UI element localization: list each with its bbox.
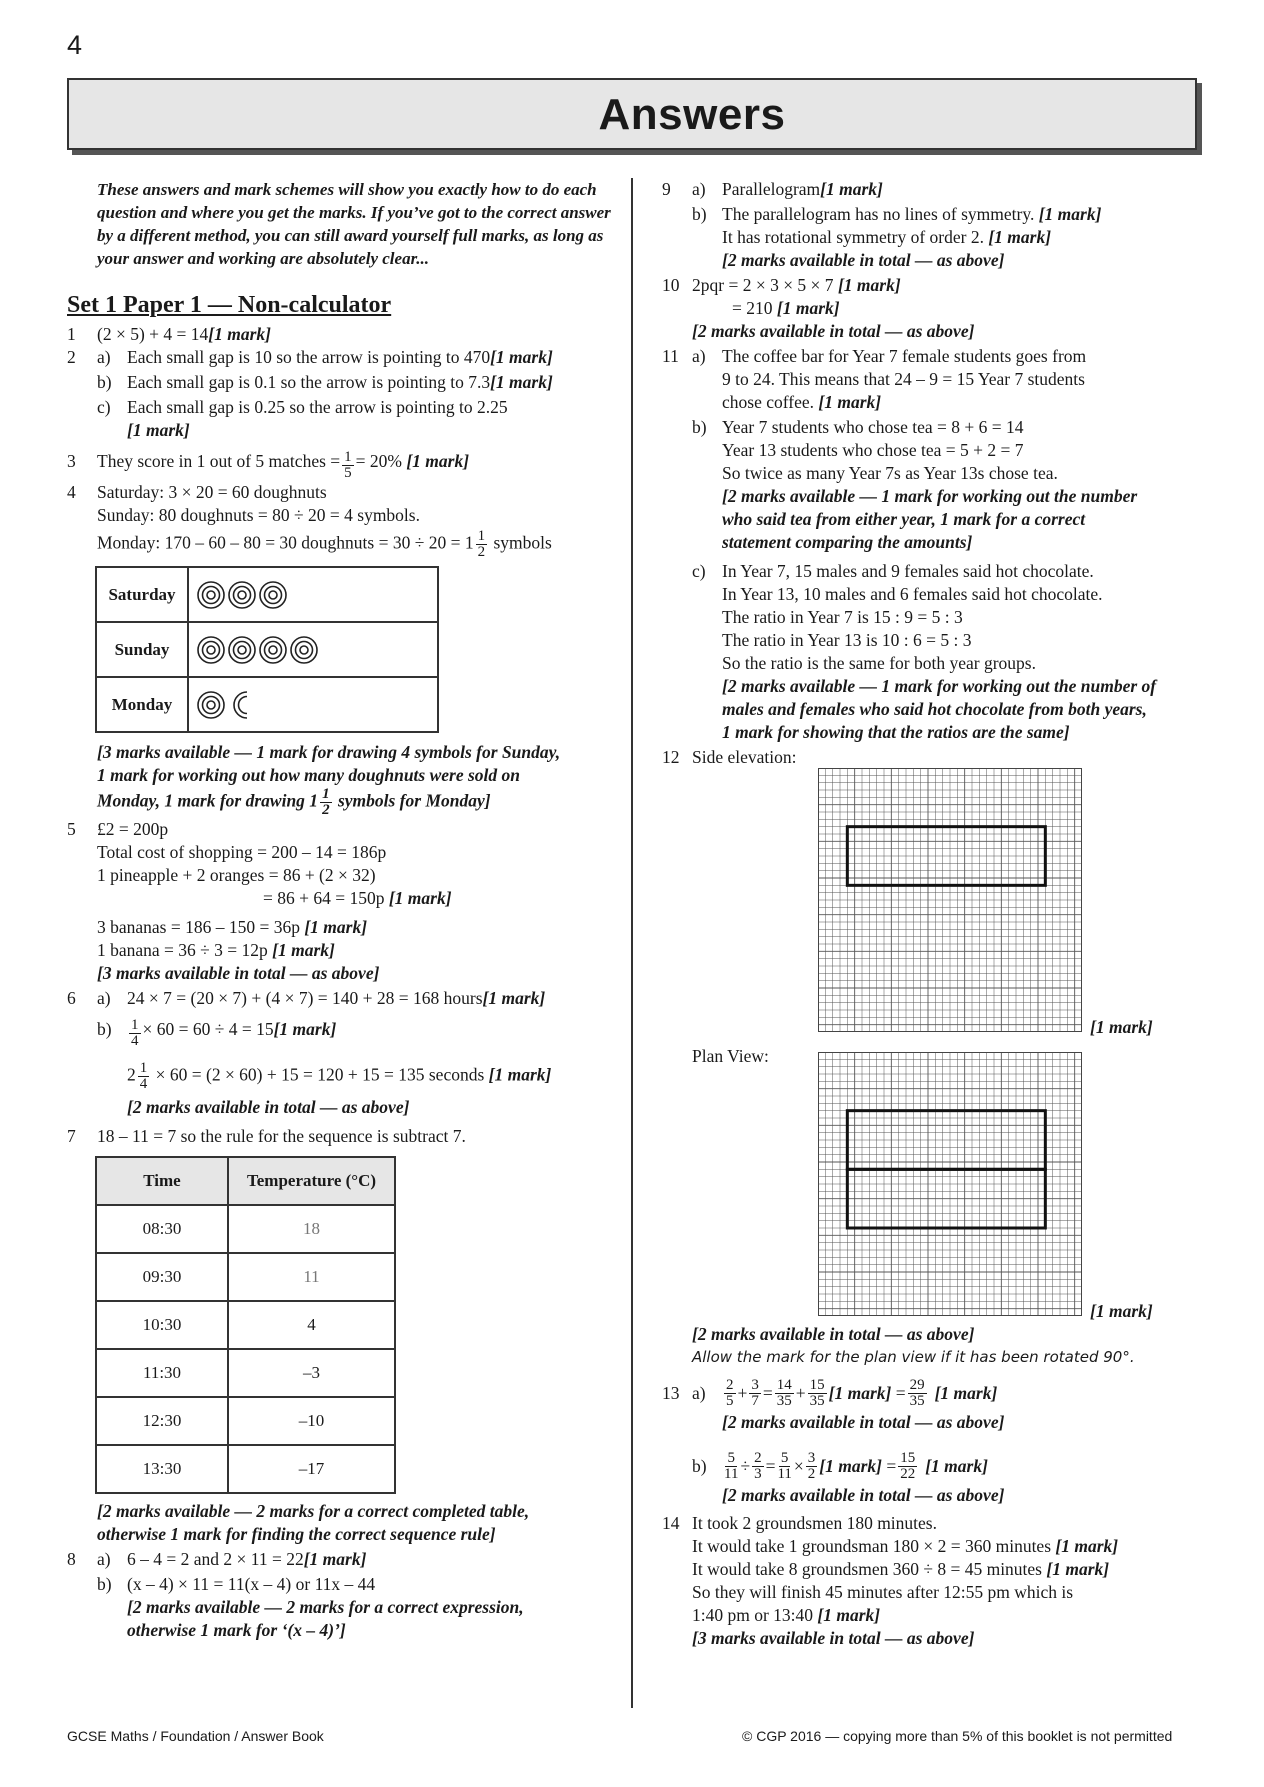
doughnut-icon	[269, 646, 277, 654]
question-1: 1 (2 × 5) + 4 = 14 [1 mark]	[67, 324, 271, 344]
question-12: 12 Side elevation:	[662, 747, 797, 767]
section-title: Set 1 Paper 1 — Non-calculator	[67, 292, 392, 318]
table-row: 09:30 11	[96, 1253, 395, 1301]
doughnut-icon	[207, 591, 215, 599]
question-3: 3 They score in 1 out of 5 matches = $\frac{1}{5}$ = 20% [1 mark]	[67, 449, 470, 481]
doughnut-icon	[234, 641, 251, 658]
question-6: 6 a) 24 × 7 = (20 × 7) + (4 × 7) = 140 + 28 = 168 hours [1 mark] b) $\frac{1}{4}$ × 60 = 60 ÷ 4 = 15 [1 mark] 2 $\frac{1}{4}$ × 60 = (2 × 60) + 15 = 120 + 15 = 135 seconds [1 mark] [2 marks available in total — as above]	[67, 988, 552, 1117]
doughnut-icon	[238, 646, 246, 654]
side-elevation-mark: [1 mark]	[1090, 1017, 1153, 1037]
page-title: Answers	[598, 90, 786, 139]
intro-text: These answers and mark schemes will show you exactly how to do each question and where you get the marks. If you’ve got to the correct answer by a different method, you can still award yourself full marks, as long as your answer and working are absolutely clear...	[97, 180, 611, 268]
pictogram-label: Saturday	[96, 567, 188, 622]
doughnut-icon	[296, 641, 313, 658]
pictogram-symbols	[188, 622, 438, 677]
question-5: 5 £2 = 200p Total cost of shopping = 200 – 14 = 186p 1 pineapple + 2 oranges = 86 + (2 × 32) = 86 + 64 = 150p [1 mark] 3 bananas = 186 – 150 = 36p [1 mark] 1 banana = 36 ÷ 3 = 12p [1 mark] [3 marks available in total — as above]	[67, 819, 452, 983]
page-number: 4	[67, 30, 83, 60]
plan-view-label: Plan View:	[692, 1046, 769, 1066]
left-column	[67, 178, 612, 1642]
pictogram-label: Sunday	[96, 622, 188, 677]
question-7: 7 18 – 11 = 7 so the rule for the sequence is subtract 7.	[67, 1126, 466, 1146]
right-column	[662, 178, 1202, 769]
question-11: 11 a) The coffee bar for Year 7 female students goes from 9 to 24. This means that 24 – 9 = 15 Year 7 students chose coffee. [1 mark] b) Year 7 students who chose tea = 8 + 6 = 14 Year 13 students who chose tea = 5 + 2 = 7 So twice as many Year 7s as Year 13s chose tea. [2 marks available — 1 mark for working out the number who said tea from either year, 1 mark for a correct statement comparing the amounts] c) In Year 7, 15 males and 9 females said hot chocolate. In Year 13, 10 males and 6 females said hot chocolate. The ratio in Year 7 is 15 : 9 = 5 : 3 The ratio in Year 13 is 10 : 6 = 5 : 3 So the ratio is the same for both year groups. [2 marks available — 1 mark for working out the number of males and females who said hot chocolate from both years, 1 mark for showing that the ratios are the same]	[662, 346, 1157, 742]
table-header: Temperature (°C)	[228, 1157, 395, 1205]
pictogram-symbols	[188, 567, 438, 622]
pictogram-symbols	[188, 677, 438, 732]
temperature-table	[95, 1156, 396, 1494]
pictogram-label: Monday	[96, 677, 188, 732]
plan-view-grid	[818, 1052, 1082, 1316]
doughnut-icon	[234, 586, 251, 603]
footer-left: GCSE Maths / Foundation / Answer Book	[67, 1728, 324, 1744]
question-13: 13 a) $\frac{2}{5}$ + $\frac{3}{7}$ = $\frac{14}{35}$ + $\frac{15}{35}$ [1 mark] = $\frac{29}{35}$ [1 mark] [2 marks available in total — as above] b) $\frac{5}{11}$ ÷ $\frac{2}{3}$ = $\frac{5}{11}$ × $\frac{3}{2}$ [1 mark] = $\frac{15}{22}$ [1 mark] [2 marks available in total — as above]	[662, 1376, 1005, 1505]
doughnut-icon	[238, 591, 246, 599]
doughnut-icon	[265, 586, 282, 603]
table-row: 13:30 –17	[96, 1445, 395, 1493]
table-row: 11:30 –3	[96, 1349, 395, 1397]
table-row: 10:30 4	[96, 1301, 395, 1349]
table-row: 12:30 –10	[96, 1397, 395, 1445]
doughnut-icon	[265, 641, 282, 658]
doughnut-symbols	[197, 632, 437, 668]
question-4: 4 Saturday: 3 × 20 = 60 doughnuts Sunday: 80 doughnuts = 80 ÷ 20 = 4 symbols. Monday: 170 – 60 – 80 = 30 doughnuts = 30 ÷ 20 = 1 $\frac{1}{2}$ symbols	[67, 482, 552, 560]
table-row: 08:30 18	[96, 1205, 395, 1253]
fraction: $\frac{1}{5}$	[344, 449, 352, 481]
q12-note: Allow the mark for the plan view if it has been rotated 90°.	[692, 1348, 1135, 1366]
doughnut-icon	[207, 701, 215, 709]
q4-marks: [3 marks available — 1 mark for drawing 4 symbols for Sunday, 1 mark for working out how many doughnuts were sold on Monday, 1 mark for drawing 1 $\frac{1}{2}$ symbols for Monday]	[97, 742, 561, 818]
side-elevation-grid	[818, 768, 1082, 1032]
question-9: 9 a) Parallelogram [1 mark] b) The parallelogram has no lines of symmetry. [1 mark] It has rotational symmetry of order 2. [1 mark] [2 marks available in total — as above]	[662, 179, 1102, 270]
title-banner	[67, 78, 1197, 150]
question-10: 10 2pqr = 2 × 3 × 5 × 7 [1 mark] = 210 [1 mark] [2 marks available in total — as above]	[662, 275, 975, 341]
half-doughnut-icon	[234, 692, 247, 718]
doughnut-symbols	[197, 577, 437, 613]
doughnut-icon	[203, 641, 220, 658]
q7-marks: [2 marks available — 2 marks for a correct completed table, otherwise 1 mark for finding the correct sequence rule]	[97, 1501, 530, 1544]
doughnut-icon	[203, 696, 220, 713]
question-8: 8 a) 6 – 4 = 2 and 2 × 11 = 22 [1 mark] b) (x – 4) × 11 = 11(x – 4) or 11x – 44 [2 marks available — 2 marks for a correct expression, otherwise 1 mark for ‘(x – 4)’]	[67, 1549, 524, 1640]
footer-right: © CGP 2016 — copying more than 5% of this booklet is not permitted	[742, 1728, 1173, 1744]
pictogram-table	[95, 566, 439, 733]
doughnut-icon	[269, 591, 277, 599]
question-14: 14 It took 2 groundsmen 180 minutes. It would take 1 groundsman 180 × 2 = 360 minutes [1 mark] It would take 8 groundsmen 360 ÷ 8 = 45 minutes [1 mark] So they will finish 45 minutes after 12:55 pm which is 1:40 pm or 13:40 [1 mark] [3 marks available in total — as above]	[662, 1513, 1119, 1648]
column-divider	[631, 178, 633, 1708]
doughnut-symbols	[197, 687, 437, 723]
plan-view-mark: [1 mark]	[1090, 1301, 1153, 1321]
q12-marks: [2 marks available in total — as above]	[692, 1324, 975, 1344]
doughnut-icon	[203, 586, 220, 603]
doughnut-icon	[300, 646, 308, 654]
question-2: 2 a) Each small gap is 10 so the arrow is pointing to 470 [1 mark] b) Each small gap is 0.1 so the arrow is pointing to 7.3 [1 mark] c) Each small gap is 0.25 so the arrow is pointing to 2.25 [1 mark]	[67, 347, 553, 440]
doughnut-icon	[207, 646, 215, 654]
table-header: Time	[96, 1157, 228, 1205]
